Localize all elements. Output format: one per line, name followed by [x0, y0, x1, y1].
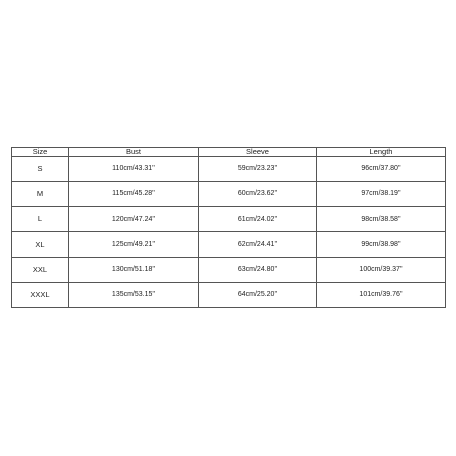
header-bust: Bust [69, 148, 199, 157]
sleeve-cell: 64cm/25.20'' [199, 282, 317, 307]
length-cell: 99cm/38.98'' [317, 232, 446, 257]
size-cell: XL [12, 232, 69, 257]
header-length: Length [317, 148, 446, 157]
bust-cell: 115cm/45.28'' [69, 181, 199, 206]
bust-cell: 130cm/51.18'' [69, 257, 199, 282]
table-row [12, 207, 446, 232]
bust-cell: 110cm/43.31'' [69, 156, 199, 181]
header-size: Size [12, 148, 69, 157]
size-chart-header [12, 148, 446, 157]
header-row [12, 148, 446, 157]
length-cell: 98cm/38.58'' [317, 207, 446, 232]
sleeve-cell: 63cm/24.80'' [199, 257, 317, 282]
sleeve-cell: 61cm/24.02'' [199, 207, 317, 232]
header-sleeve: Sleeve [199, 148, 317, 157]
length-cell: 101cm/39.76'' [317, 282, 446, 307]
table-row [12, 232, 446, 257]
size-cell: L [12, 207, 69, 232]
table-row [12, 257, 446, 282]
size-cell: XXL [12, 257, 69, 282]
sleeve-cell: 59cm/23.23'' [199, 156, 317, 181]
table-row [12, 156, 446, 181]
size-chart-body [12, 156, 446, 308]
size-cell: M [12, 181, 69, 206]
length-cell: 96cm/37.80'' [317, 156, 446, 181]
bust-cell: 120cm/47.24'' [69, 207, 199, 232]
sleeve-cell: 62cm/24.41'' [199, 232, 317, 257]
table-row [12, 181, 446, 206]
table-row [12, 282, 446, 307]
size-cell: S [12, 156, 69, 181]
bust-cell: 125cm/49.21'' [69, 232, 199, 257]
size-chart-table [11, 147, 446, 308]
sleeve-cell: 60cm/23.62'' [199, 181, 317, 206]
length-cell: 97cm/38.19'' [317, 181, 446, 206]
length-cell: 100cm/39.37'' [317, 257, 446, 282]
size-cell: XXXL [12, 282, 69, 307]
bust-cell: 135cm/53.15'' [69, 282, 199, 307]
